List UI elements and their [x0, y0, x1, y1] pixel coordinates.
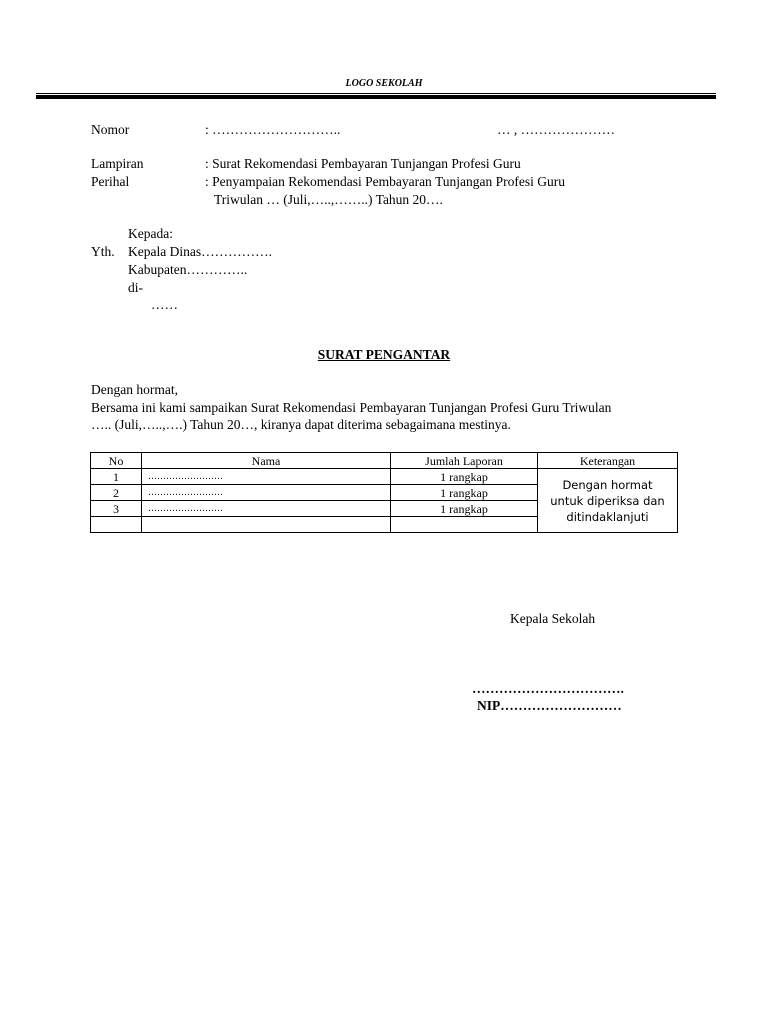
- row-jumlah: 1 rangkap: [391, 485, 538, 501]
- row-nama: …………………….: [142, 469, 391, 485]
- signature-name-line: …………………………….: [472, 681, 624, 696]
- table-header-row: [91, 453, 678, 469]
- recipient-kepada: Kepada:: [128, 226, 173, 241]
- row-nama: …………………….: [142, 501, 391, 517]
- header-rule-thick: [36, 95, 716, 99]
- body-paragraph-line1: Bersama ini kami sampaikan Surat Rekomendasi Pembayaran Tunjangan Profesi Guru Triwulan: [91, 400, 612, 415]
- nomor-label: Nomor: [91, 122, 130, 137]
- recipient-line2: Kabupaten…………..: [128, 262, 248, 277]
- row-keterangan: Dengan hormat untuk diperiksa dan ditindaklanjuti: [538, 469, 678, 533]
- table-row: [91, 469, 678, 485]
- recipient-line1: Kepala Dinas…………….: [128, 244, 272, 259]
- signature-role: Kepala Sekolah: [510, 611, 596, 626]
- perihal-label: Perihal: [91, 174, 130, 189]
- header-rule-thin: [36, 93, 716, 94]
- header-nama: Nama: [142, 453, 391, 469]
- recipient-line3: di-: [128, 280, 143, 295]
- lampiran-label: Lampiran: [91, 156, 144, 171]
- row-no: [91, 517, 142, 533]
- row-jumlah: 1 rangkap: [391, 469, 538, 485]
- row-nama: [142, 517, 391, 533]
- logo-sekolah: LOGO SEKOLAH: [345, 78, 423, 89]
- body-paragraph-line2: ….. (Juli,…..,….) Tahun 20…, kiranya dapat diterima sebagaimana mestinya.: [91, 417, 511, 432]
- report-table: [90, 452, 678, 533]
- row-jumlah: [391, 517, 538, 533]
- perihal-value-line1: : Penyampaian Rekomendasi Pembayaran Tunjangan Profesi Guru: [205, 174, 565, 189]
- lampiran-value: : Surat Rekomendasi Pembayaran Tunjangan Profesi Guru: [205, 156, 521, 171]
- recipient-yth: Yth.: [91, 244, 115, 259]
- header-no: No: [91, 453, 142, 469]
- recipient-line4: ……: [151, 297, 178, 312]
- date-value: … , …………………: [497, 122, 616, 137]
- signature-nip: NIP………………………: [477, 698, 622, 713]
- row-jumlah: 1 rangkap: [391, 501, 538, 517]
- greeting: Dengan hormat,: [91, 382, 178, 397]
- perihal-value-line2: Triwulan … (Juli,…..,……..) Tahun 20….: [214, 192, 443, 207]
- row-no: 1: [91, 469, 142, 485]
- letter-title: SURAT PENGANTAR: [317, 347, 451, 362]
- nomor-value: : ………………………..: [205, 122, 341, 137]
- row-no: 2: [91, 485, 142, 501]
- header-keterangan: Keterangan: [538, 453, 678, 469]
- row-nama: …………………….: [142, 485, 391, 501]
- header-jumlah: Jumlah Laporan: [391, 453, 538, 469]
- row-no: 3: [91, 501, 142, 517]
